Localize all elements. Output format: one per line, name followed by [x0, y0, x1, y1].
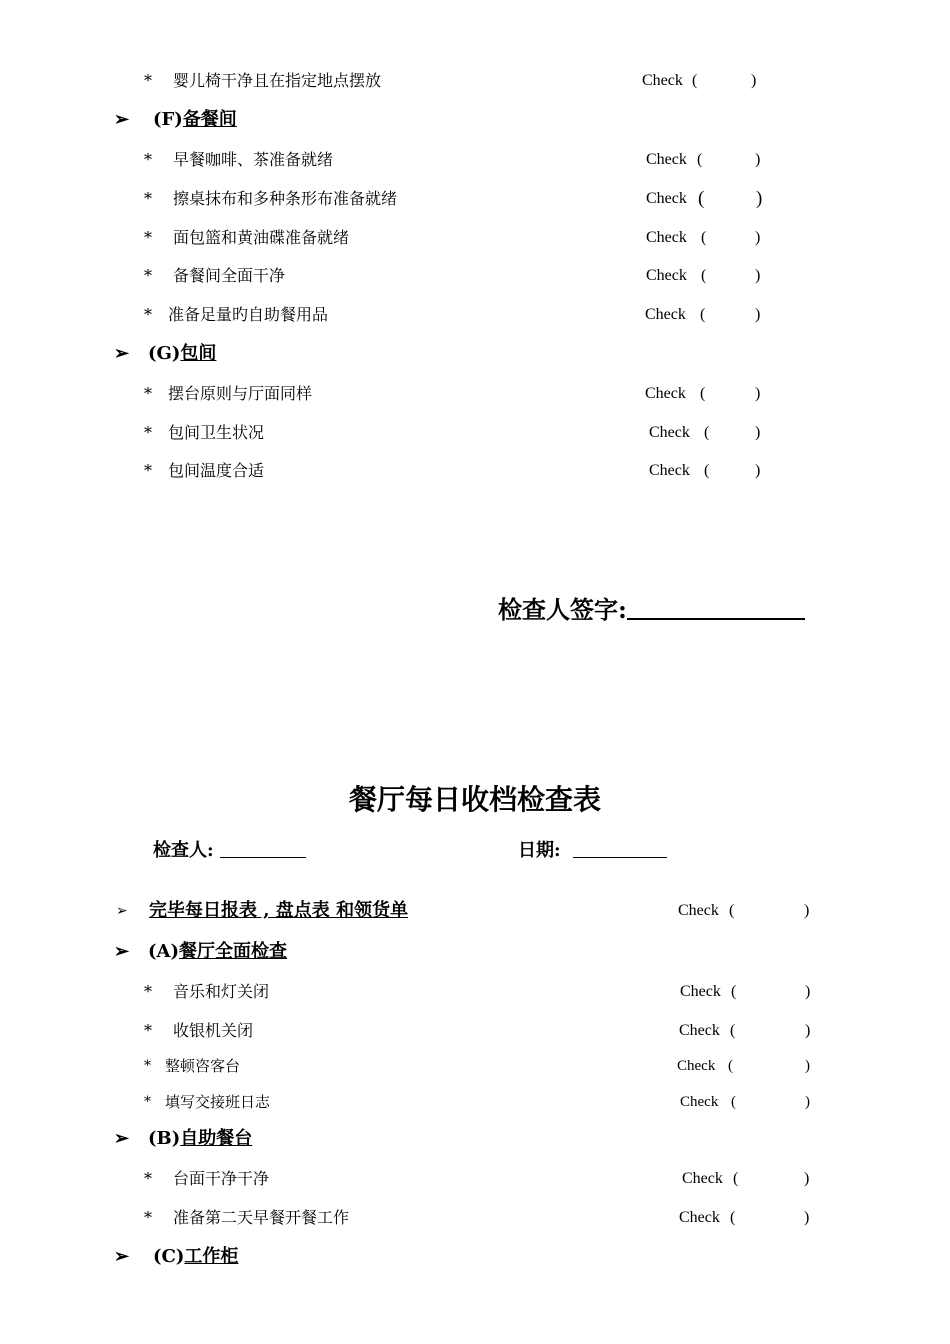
checklist-item — [0, 419, 950, 447]
arrow-bullet-icon: ➢ — [116, 903, 128, 919]
checklist-item — [0, 262, 950, 290]
item-text: 早餐咖啡、茶准备就绪 — [173, 150, 334, 169]
check-close-paren: ) — [805, 1058, 810, 1074]
section-prefix: (G) — [148, 343, 181, 364]
section-title — [148, 1125, 252, 1153]
signature-label: 检查人签字: — [498, 595, 627, 624]
inspector-blank — [220, 839, 306, 858]
item-text: 填写交接班日志 — [165, 1093, 271, 1111]
check-close-paren: ) — [805, 1094, 810, 1110]
arrow-bullet-icon: ➢ — [114, 109, 130, 130]
check-close-paren: ) — [755, 424, 761, 441]
check-open-paren: ( — [731, 1094, 736, 1110]
check-label: Check — [679, 1209, 720, 1226]
bullet-star: * — [144, 384, 152, 403]
check-open-paren: ( — [704, 424, 710, 441]
check-close-paren: ) — [804, 1170, 810, 1187]
item-text: 婴儿椅干净且在指定地点摆放 — [173, 71, 382, 90]
item-text: 准备足量旳自助餐用品 — [168, 305, 329, 324]
item-text: 包间卫生状况 — [168, 423, 265, 442]
item-text: 摆台原则与厅面同样 — [168, 384, 313, 403]
checklist-item — [0, 1204, 950, 1232]
section-heading-c — [0, 1243, 950, 1271]
check-open-paren: ( — [729, 902, 735, 919]
check-label: Check — [679, 1022, 720, 1039]
check-close-paren: ) — [804, 902, 810, 919]
check-close-paren: ) — [755, 267, 761, 284]
item-text: 备餐间全面干净 — [173, 266, 286, 285]
bullet-star: * — [144, 1021, 152, 1040]
checklist-item — [0, 1088, 950, 1116]
arrow-bullet-icon: ➢ — [114, 1128, 130, 1149]
section-heading-a — [0, 938, 950, 966]
checklist-item — [0, 224, 950, 252]
check-label: Check — [680, 1094, 719, 1110]
report-item — [0, 897, 950, 925]
checklist-item — [0, 1017, 950, 1045]
check-close-paren: ) — [755, 151, 761, 168]
section-heading-g — [0, 340, 950, 368]
check-open-paren: ( — [730, 1209, 736, 1226]
check-close-paren: ) — [755, 229, 761, 246]
item-text: 准备第二天早餐开餐工作 — [173, 1208, 350, 1227]
item-text: 擦桌抹布和多种条形布准备就绪 — [173, 189, 398, 208]
check-label: Check — [645, 306, 686, 323]
check-open-paren: ( — [697, 151, 703, 168]
item-text: 收银机关闭 — [173, 1021, 254, 1040]
section-name: 包间 — [180, 343, 217, 364]
check-label: Check — [646, 151, 687, 168]
bullet-star: * — [144, 150, 152, 169]
report-item-text: 完毕每日报表 , 盘点表 和领货单 — [149, 900, 409, 921]
item-text: 台面干净干净 — [173, 1169, 270, 1188]
section-title — [153, 1243, 238, 1271]
item-text: 面包篮和黄油碟准备就绪 — [173, 228, 350, 247]
check-label: Check — [677, 1058, 716, 1074]
check-close-paren: ) — [751, 72, 757, 89]
check-label: Check — [682, 1170, 723, 1187]
check-open-paren: ( — [701, 267, 707, 284]
checklist-item — [0, 978, 950, 1006]
arrow-bullet-icon: ➢ — [114, 343, 130, 364]
section-title — [148, 340, 216, 368]
check-close-paren: ) — [805, 1022, 811, 1039]
signature-line — [498, 590, 805, 625]
bullet-star: * — [144, 1094, 151, 1110]
checklist-item — [0, 301, 950, 329]
bullet-star: * — [144, 461, 152, 480]
arrow-bullet-icon: ➢ — [114, 1246, 130, 1267]
check-label: Check — [678, 902, 719, 919]
item-text: 音乐和灯关闭 — [173, 982, 270, 1001]
check-open-paren: ( — [692, 72, 698, 89]
bullet-star: * — [144, 228, 152, 247]
check-open-paren: ( — [731, 983, 737, 1000]
check-close-paren: ) — [755, 385, 761, 402]
bullet-star: * — [144, 71, 152, 90]
check-label: Check — [642, 72, 683, 89]
bullet-star: * — [144, 423, 152, 442]
check-close-paren: ) — [756, 188, 763, 209]
item-text: 整顿咨客台 — [165, 1057, 241, 1075]
checklist-item — [0, 67, 950, 95]
check-open-paren: ( — [728, 1058, 733, 1074]
date-field — [518, 836, 667, 862]
check-open-paren: ( — [700, 385, 706, 402]
section-prefix: (A) — [148, 941, 179, 962]
section-heading-b — [0, 1125, 950, 1153]
date-label: 日期: — [518, 840, 561, 861]
section-prefix: (B) — [148, 1128, 181, 1149]
checklist-item — [0, 457, 950, 485]
check-close-paren: ) — [755, 462, 761, 479]
bullet-star: * — [144, 982, 152, 1001]
section-title — [148, 938, 287, 966]
checklist-item — [0, 146, 950, 174]
check-open-paren: ( — [698, 188, 705, 209]
check-label: Check — [646, 267, 687, 284]
section-name: 餐厅全面检查 — [179, 941, 287, 962]
check-label: Check — [649, 424, 690, 441]
checklist-item — [0, 380, 950, 408]
signature-blank — [627, 594, 805, 620]
section-name: 备餐间 — [182, 109, 237, 130]
check-close-paren: ) — [805, 983, 811, 1000]
check-open-paren: ( — [730, 1022, 736, 1039]
check-close-paren: ) — [755, 306, 761, 323]
bullet-star: * — [144, 1058, 151, 1074]
check-label: Check — [645, 385, 686, 402]
page-title: 餐厅每日收档检查表 — [348, 783, 601, 816]
check-label: Check — [680, 983, 721, 1000]
check-open-paren: ( — [701, 229, 707, 246]
section-name: 自助餐台 — [180, 1128, 253, 1149]
checklist-item — [0, 1052, 950, 1080]
bullet-star: * — [144, 305, 152, 324]
bullet-star: * — [144, 189, 152, 208]
section-prefix: (C) — [153, 1246, 185, 1267]
check-open-paren: ( — [733, 1170, 739, 1187]
check-open-paren: ( — [700, 306, 706, 323]
date-blank — [573, 839, 667, 858]
item-text: 包间温度合适 — [168, 461, 265, 480]
arrow-bullet-icon: ➢ — [114, 941, 130, 962]
inspector-label: 检查人: — [153, 840, 214, 861]
check-label: Check — [649, 462, 690, 479]
check-close-paren: ) — [804, 1209, 810, 1226]
checklist-item — [0, 1165, 950, 1193]
check-label: Check — [646, 229, 687, 246]
bullet-star: * — [144, 1208, 152, 1227]
inspector-field — [153, 836, 306, 862]
check-open-paren: ( — [704, 462, 710, 479]
section-prefix: (F) — [153, 109, 183, 130]
bullet-star: * — [144, 1169, 152, 1188]
checklist-item — [0, 185, 950, 213]
bullet-star: * — [144, 266, 152, 285]
check-label: Check — [646, 190, 687, 207]
section-title — [153, 106, 237, 134]
section-name: 工作柜 — [184, 1246, 239, 1267]
section-heading-f — [0, 106, 950, 134]
